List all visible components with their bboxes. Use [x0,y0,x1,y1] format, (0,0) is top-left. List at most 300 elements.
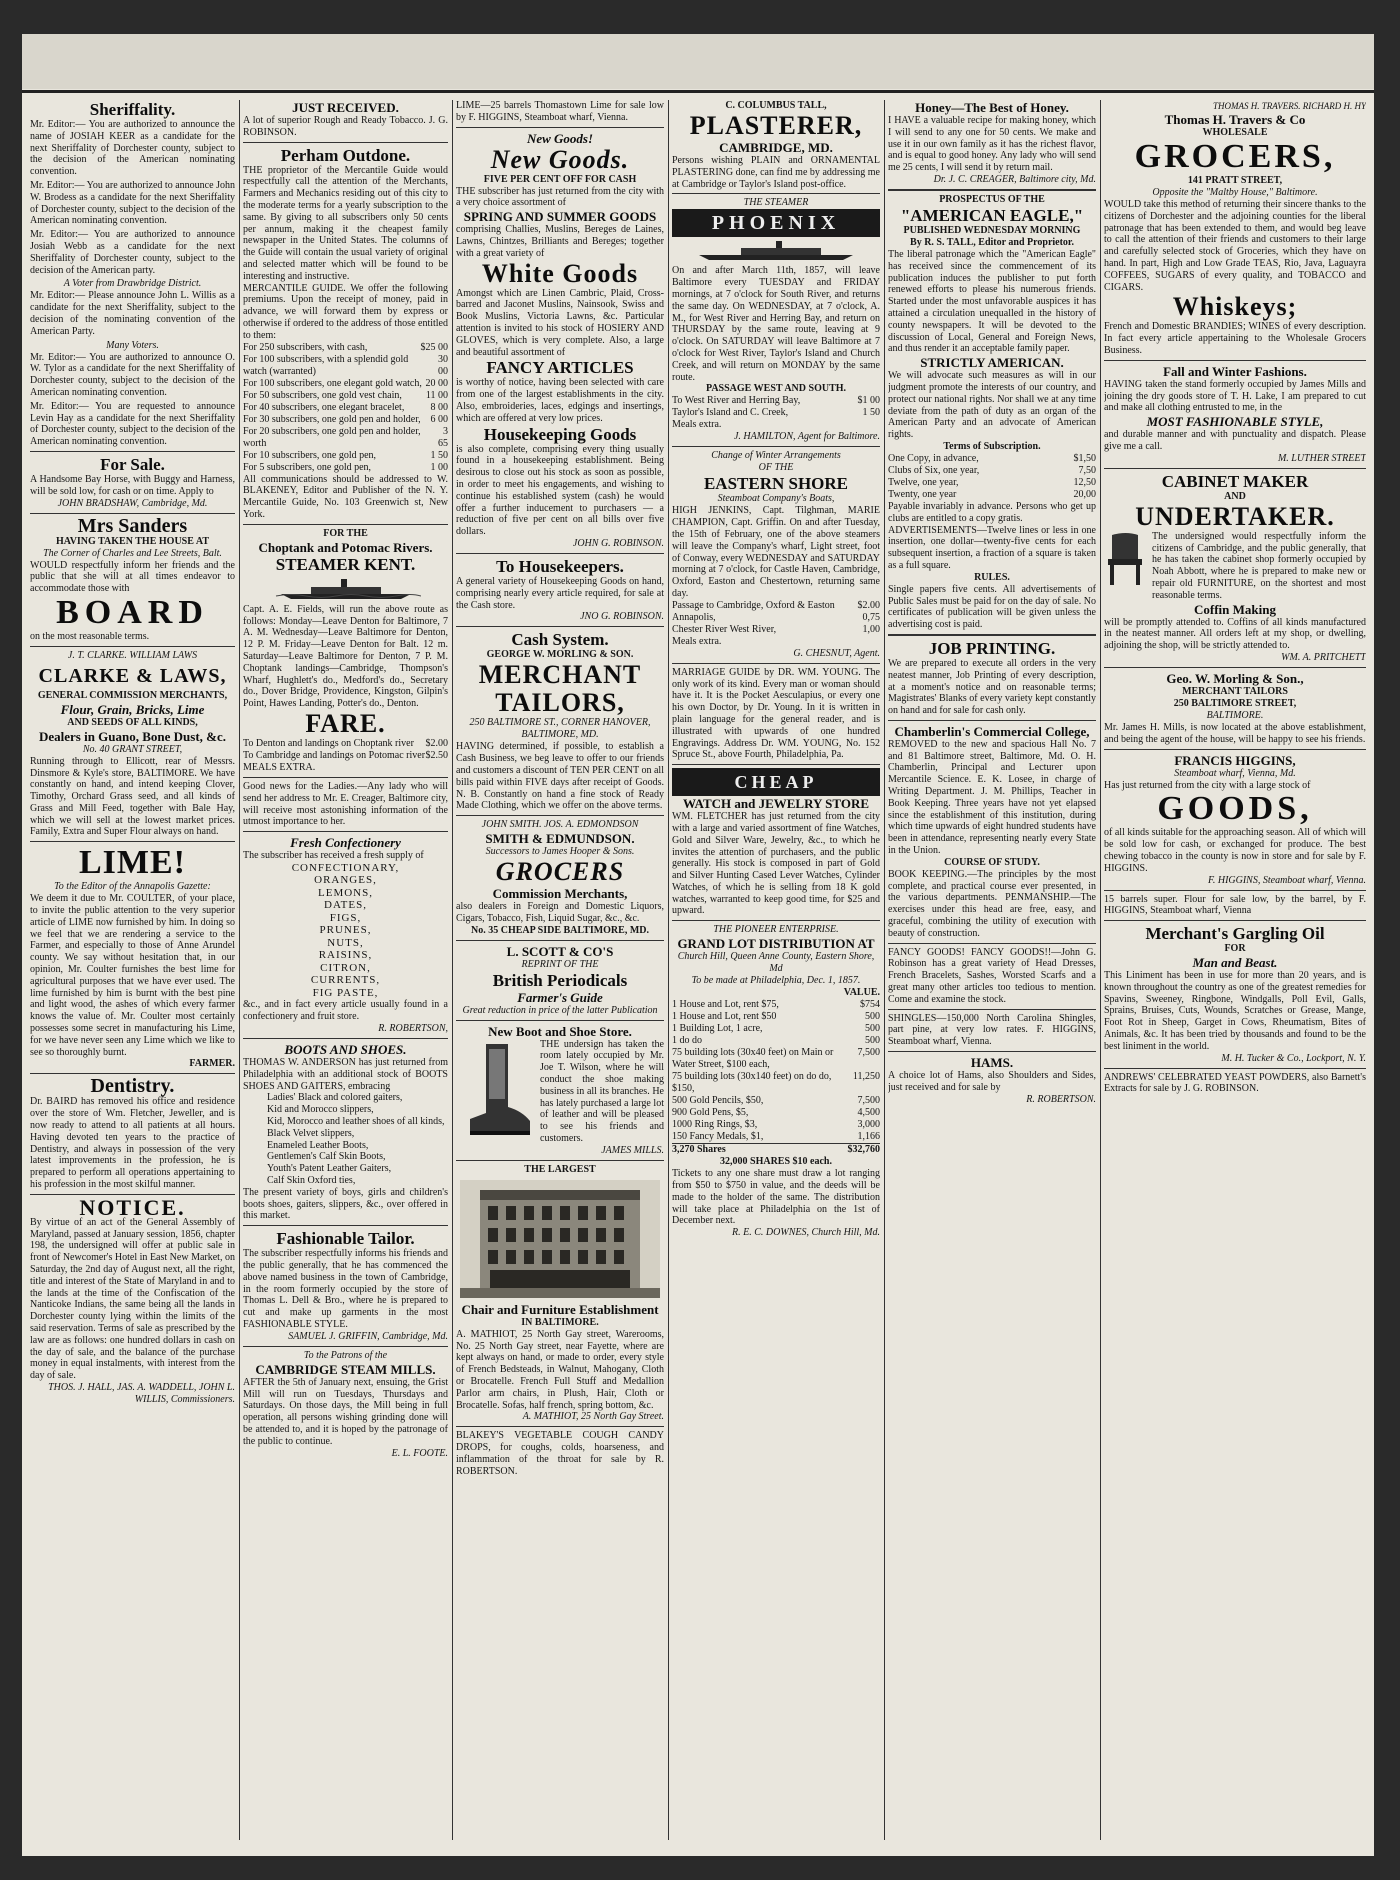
cabinet-maker-heading: CABINET MAKER [1161,471,1309,491]
confectionery-signature: R. ROBERTSON, [378,1022,448,1034]
steamboat-icon [271,578,421,600]
fall-body: HAVING taken the stand formerly occupied by James Mills and joining the dry goods store of T. H. Lake, I am prepared to cut and make all clothing entrusted to me, in the [1104,378,1366,414]
list-row [243,354,448,378]
list-row [672,612,880,624]
shingles-ad: SHINGLES—150,000 North Carolina Shingles, part pine, at very low rates. F. HIGGINS, Steamboat wharf, Vienna. [888,1012,1096,1048]
list-row [243,414,448,426]
higgins-heading: FRANCIS HIGGINS, [1174,752,1296,768]
pioneer-enterprise: THE PIONEER ENTERPRISE. [713,924,839,936]
perham-heading: Perham Outdone. [280,145,411,165]
sanders-address: The Corner of Charles and Lee Streets, Balt. [43,547,222,559]
honey-heading: Honey—The Best of Honey. [915,100,1069,115]
list-row [672,407,880,419]
smith-body: also dealers in Foreign and Domestic Liquors, Cigars, Tobacco, Fish, Liquid Sugar, &c., &c. [456,901,664,924]
row-label: 1 House and Lot, rent $50 [672,1011,777,1023]
eastern-fare-list [672,600,880,648]
goods-heading: GOODS, [1157,790,1313,828]
row-value: 500 [865,1011,880,1023]
lime-body: We deem it due to Mr. COULTER, of your place, to invite the public attention to the very superior article of LIME now furnished by him. In doing so we feel that we are rendering a service to the Farmer, and especially to those of Anne Arundel county. We say without hesitation that, in our opinion, Mr. Coulter furnishes the best lime for agricultural purposes that we have ever used. The lime furnished by him is burnt with the best pine and light wood, the ashes of which every farmer knows the value of. Mr. Coulter most certainly possesses some secret in manufacturing his Lime, for we have never seen any Lime which we like to see so thoroughly burnt. [30,893,235,1058]
list-item: LEMONS, [318,886,373,899]
choptank-heading: Choptank and Potomac Rivers. [258,539,433,555]
row-label: 150 Fancy Medals, $1, [672,1131,764,1143]
fancy-articles-heading: FANCY ARTICLES [486,358,634,378]
row-value: 11 00 [425,389,448,401]
hams-signature: R. ROBERTSON. [1026,1093,1096,1105]
strictly-body: We will advocate such measures as will in our judgment promote the interests of our country, and protect our national rights. Nor shall we at any time deviate from the path of duty as an organ of the American Party and an advocate of American rights. [888,370,1096,441]
higgins-body: Has just returned from the city with a large stock of [1104,779,1311,791]
row-value: 11,250 [852,1071,880,1083]
just-received-heading: JUST RECEIVED. [292,100,399,115]
housekeeping-heading: Housekeeping Goods [483,424,637,444]
flour-ad: 15 barrels super. Flour for sale low, by the barrel, by F. HIGGINS, Steamboat wharf, Vienna [1104,893,1366,917]
coffin-signature: WM. A. PRITCHETT [1281,651,1366,663]
row-label: For 10 subscribers, one gold pen, [243,449,377,461]
row-label: For 50 subscribers, one gold vest chain, [243,389,402,401]
travers-opposite: Opposite the "Maltby House," Baltimore. [1152,187,1318,198]
smith-address: No. 35 CHEAP SIDE BALTIMORE, MD. [471,924,649,936]
list-item: NUTS, [327,936,364,949]
list-row [888,453,1096,465]
to-housekeepers-body: A general variety of Housekeeping Goods on hand, comprising nearly every article required, for sale at the Cash store. [456,575,664,611]
white-goods-heading: White Goods [481,258,639,288]
clarke-laws-heading: CLARKE & LAWS, [38,664,227,687]
travers-address: 141 PRATT STREET, [1187,175,1283,186]
sanders-body: WOULD respectfully inform her friends and the public that she will at all times endeavor to accommodate those with [30,559,235,595]
row-label: 500 Gold Pencils, $50, [672,1095,764,1107]
steamer-for: FOR THE [323,527,368,539]
row-value: 7,50 [1078,464,1096,476]
row-value: $2.00 [425,737,448,749]
list-row [672,1095,880,1107]
morling-line: GEORGE W. MORLING & SON. [486,649,634,661]
list-row [672,999,880,1011]
page-top-margin [22,34,1374,89]
column-4 [672,100,885,1840]
confectionery-tail: &c., and in fact every article usually found in a confectionery and fruit store. [243,999,448,1023]
good-news-body: Good news for the Ladies.—Any lady who will send her address to Mr. E. Creager, Baltimore city, will receive most astonishing information of the utmost importance to her. [243,780,448,828]
scott-tail: Great reduction in price of the latter Publication [462,1004,658,1016]
undertaker-heading: UNDERTAKER. [1135,501,1335,531]
row-label: 75 building lots (30x40 feet) on Main or Water Street, $100 each, [672,1047,834,1071]
spring-list: comprising Challies, Muslins, Bereges de Laines, Lawns, Chintzes, Brilliants and Bereges; together with a great variety of [456,224,664,259]
grand-date: To be made at Philadelphia, Dec. 1, 1857. [691,975,861,987]
header-right-names: THOMAS H. TRAVERS. RICHARD H. HY [1212,101,1366,111]
list-row [672,1023,880,1035]
row-label: Passage to Cambridge, Oxford & Easton [672,599,835,611]
clarke-body: Running through to Ellicott, rear of Messrs. Dinsmore & Kyle's store, BALTIMORE. We have constantly on hand, and intend keeping Clover, Timothy, Orchard Grass seed, and all kinds of Grass and Mill Feed, together with Bale Hay, which we will sell at the lowest market prices. Family, Extra and Super Flour always on hand. [30,755,235,838]
chair-city: IN BALTIMORE. [521,1316,599,1328]
row-label: For 40 subscribers, one elegant bracelet, [243,401,405,413]
strictly-american-heading: STRICTLY AMERICAN. [920,355,1064,371]
grand-shares: 32,000 SHARES $10 each. [720,1156,832,1168]
list-row [888,477,1096,489]
row-label: For 100 subscribers, one elegant gold watch, [243,377,422,389]
fare-heading: FARE. [305,708,386,738]
row-value: $2.00 [857,599,880,611]
fall-signature: M. LUTHER STREET [1277,452,1366,464]
boot-icon [456,1039,536,1139]
row-label: Taylor's Island and C. Creek, [672,407,789,419]
row-value: 1,166 [857,1131,880,1143]
row-label: For 100 subscribers, with a splendid gold watch (warranted) [243,353,409,377]
list-row [243,762,448,774]
sheriff-announcement-1: Mr. Editor:— You are authorized to announce the name of JOSIAH KEER as a candidate for the next Sheriffality of Dorchester county, subject to the decision of the American nominating convention. [30,119,235,178]
for-sale-body: A Handsome Bay Horse, with Buggy and Harness, will be sold low, for cash or on time. Apply to [30,473,235,497]
terms-heading: Terms of Subscription. [943,440,1041,452]
confectionery-items [243,862,448,1000]
chair-furniture-heading: Chair and Furniture Establishment [461,1301,659,1317]
largest-label: THE LARGEST [524,1163,596,1175]
clarke-address: No. 40 GRANT STREET, [82,743,183,755]
row-label: 1000 Ring Rings, $3, [672,1119,758,1131]
steamer-kent-heading: STEAMER KENT. [275,554,416,574]
housekeeping-body: is also complete, comprising every thing usually found in a housekeeping establishment. Being desirous to close out his stock as soon as possible, in order to meet his engagements, and wishing to continue his established system (cash) he would offer a further inducement to purchasers — a reduction of five per cent on all bills over five dollars. [456,443,664,538]
list-item: RAISINS, [318,949,373,962]
row-label: 1 Building Lot, 1 acre, [672,1023,763,1035]
boot-store-body: THE undersign has taken the room lately occupied by Mr. Joe T. Wilson, where he will conduct the shoe making business in all its branches. He has lately purchased a large lot of leather and will be pleased to see his friends and customers. [540,1038,664,1145]
college-heading: Chamberlin's Commercial College, [894,723,1090,739]
fall-tail: and durable manner and with punctuality and dispatch. Please give me a call. [1104,429,1366,452]
prospectus-label: PROSPECTUS OF THE [939,193,1045,205]
cash-system-heading: Cash System. [511,630,609,650]
eastern-shore-heading: EASTERN SHORE [703,474,849,494]
boot-store-heading: New Boot and Shoe Store. [488,1023,632,1039]
row-value: $2.50 [425,749,448,761]
sheriff-announcement-6: Mr. Editor:— You are requested to announce Levin Hay as a candidate for the next Sheriffality of Dorchester county, subject to the decision of the American nominating convention. [30,400,235,448]
clarke-seeds: AND SEEDS OF ALL KINDS, [67,716,198,728]
list-row [672,1035,880,1047]
new-goods-big: New Goods. [490,144,630,174]
tailor-signature: SAMUEL J. GRIFFIN, Cambridge, Md. [288,1330,448,1342]
whiskeys-heading: Whiskeys; [1172,292,1298,322]
gargling-body: This Liniment has been in use for more than 20 years, and is known throughout the country as one of the greatest remedies for Spavins, Sweeney, Ringbone, Windgalls, Poll Evil, Galls, Sprains, Bruises, Cuts, Wounds, Scratches or Grease, Mange, Foot Rot in Sheep, Garget in Cows, Rheumatism, Bites of Animals, &c. It has been tried by thousands and found to be the best liniment in the world. [1104,970,1366,1052]
sheriff-announcement-5: Mr. Editor:— You are authorized to announce O. W. Tylor as a candidate for the next Sheriffality of Dorchester county, subject to the decision of the American nominating convention. [30,351,235,398]
morling-heading: Geo. W. Morling & Son., [1166,670,1304,686]
grand-place: Church Hill, Queen Anne County, Eastern Shore, Md [677,951,875,975]
list-item: CURRENTS, [310,974,381,987]
boots-body: THOMAS W. ANDERSON has just returned from Philadelphia with an additional stock of BOOTS SHOES AND GAITERS, embracing [243,1056,448,1092]
columbus-name: C. COLUMBUS TALL, [725,100,827,111]
list-row [243,378,448,390]
mills-body: AFTER the 5th of January next, ensuing, the Grist Mill will run on Tuesdays, Thursdays and Saturdays. On those days, the Mill being in full operation, all persons wishing grinding done will be attended to, and it is hoped by the patronage of the public to continue. [243,1376,448,1447]
cambridge-md: CAMBRIDGE, MD. [719,140,833,155]
row-label: 900 Gold Pens, $5, [672,1107,749,1119]
row-value: 7,500 [857,1047,880,1059]
list-item: CONFECTIONARY, [291,861,400,874]
merchant-body: HAVING determined, if possible, to establish a Cash Business, we beg leave to offer to our friends and customers a discount of TEN PER CENT on all bills paid within FIVE days after receipt of Goods. N. B. Constantly on hand a fine stock of Ready Made Clothing, which we offer on the above terms. [456,741,664,812]
list-item: Calf Skin Oxford ties, [267,1174,356,1186]
board-tail: on the most reasonable terms. [30,630,150,642]
grand-lot-heading: GRAND LOT DISTRIBUTION AT [677,936,875,952]
board-heading: BOARD [56,593,209,631]
row-label: Meals extra. [672,419,722,431]
farmers-guide-heading: Farmer's Guide [517,989,603,1005]
for-sale-signature: JOHN BRADSHAW, Cambridge, Md. [57,497,208,509]
row-label: Annapolis, [672,611,716,623]
watch-jewelry-heading: WATCH and JEWELRY STORE [682,796,870,812]
winter-arrangements: Change of Winter Arrangements [711,450,841,462]
phoenix-heading: PHOENIX [672,209,880,237]
eagle-published: PUBLISHED WEDNESDAY MORNING [903,224,1081,236]
list-item: FIGS, [329,911,362,924]
row-value: $1,50 [1073,452,1096,464]
sheriff-4-signature: Many Voters. [106,339,159,351]
eastern-shore-sub: Steamboat Company's Boats, [717,493,835,505]
boot-store-signature: JAMES MILLS. [601,1144,664,1156]
confectionery-body: The subscriber has received a fresh supply of [243,850,424,862]
clarke-deals: Flour, Grain, Bricks, Lime [60,701,205,717]
passage-heading: PASSAGE WEST AND SOUTH. [705,383,847,395]
merchant-address: 250 BALTIMORE ST., CORNER HANOVER, BALTIMORE, MD. [469,717,651,741]
perham-body: THE proprietor of the Mercantile Guide would respectfully call the attention of the Merchants, Farmers and Mechanics residing out of this city to the moderate terms for a yearly subscription to the same. By giving to all subscribers only 50 cents per annum, making it the cheapest family newspaper in the United States. The columns of the Guide will contain the usual variety of original and selected matter which will be found to be interesting and instructive. [243,164,448,282]
boots-shoes-heading: BOOTS AND SHOES. [284,1041,407,1057]
row-value: 20 00 [425,377,448,389]
for-sale-heading: For Sale. [100,454,165,474]
lime-sub: To the Editor of the Annapolis Gazette: [54,881,211,893]
steamer-body: Capt. A. E. Fields, will run the above route as follows: Monday—Leave Denton for Baltimore, 7 A. M. Wednesday—Leave Baltimore for Denton, 12 P. M. Friday—Leave Denton for Balt. 12 m. Saturday—Leave Baltimore for Denton, 7 P. M. Choptank landings—Cambridge, Thompson's Wharf, Hughlett's do., Medford's do., Secretary do., Dover Bridge, Providence, Kingston, Gilpin's Point, Hawes Landing, Potter's do., Denton. [243,603,448,710]
eagle-by: By R. S. TALL, Editor and Proprietor. [910,236,1074,248]
row-label: To Cambridge and landings on Potomac river [243,749,426,761]
row-value: 1 50 [862,407,880,419]
morling-body: Mr. James H. Mills, is now located at the above establishment, and being the agent of the house, will be happy to see his friends. [1104,721,1366,745]
masthead-rule [22,90,1374,93]
gargling-oil-heading: Merchant's Gargling Oil [1145,924,1325,944]
spring-summer-heading: SPRING AND SUMMER GOODS [463,209,657,225]
terms-list [888,453,1096,501]
confectionery-heading: Fresh Confectionery [290,835,401,851]
coffin-body: will be promptly attended to. Coffins of all kinds manufactured in the neatest manner. All orders left at my shop, or dwelling, adjoining the shop, will be strictly attended to. [1104,616,1366,652]
row-label: To West River and Herring Bay, [672,395,801,407]
steam-mills-heading: CAMBRIDGE STEAM MILLS. [255,1361,436,1377]
row-label: 1 House and Lot, rent $75, [672,999,779,1011]
lime-ad: LIME—25 barrels Thomastown Lime for sale low by F. HIGGINS, Steamboat wharf, Vienna. [456,100,664,123]
notice-body: By virtue of an act of the General Assembly of Maryland, passed at January session, 1856, chapter 198, the undersigned will offer at public sale in front of Newcomer's Hotel in East New Market, on Saturday, the 2nd day of August next, all the right, title and interest of the State of Maryland in and to the lands at the time of the Confiscation of the Nanticoke Indians, the same being all the lands in Dorchester county lying within the limits of the said reservation. Terms of sale as prescribed by the law are as follows: one hundred dollars in cash on the day of sale, and the balance of the purchase money in equal instalments, with interest from the day of sale. [30,1216,235,1382]
smith-grocers-heading: GROCERS [495,857,625,887]
chair-signature: A. MATHIOT, 25 North Gay Street. [522,1411,664,1423]
fashionable-style: MOST FASHIONABLE STYLE, [1146,414,1324,430]
furniture-building-illustration [460,1180,660,1298]
to-housekeepers-signature: JNO G. ROBINSON. [580,611,664,623]
list-row [672,395,880,407]
list-row [672,1119,880,1131]
row-value: $754 [860,999,880,1011]
coffin-heading: Coffin Making [1194,601,1276,617]
list-item: DATES, [324,899,367,912]
goods-body: of all kinds suitable for the approaching season. All of which will be sold low for cash, or exchanged for produce. The best chewing tobacco in the county is now in store and for sale by F. HIGGINS. [1104,827,1366,874]
morling-sub: MERCHANT TAILORS [1182,685,1288,697]
tailor-body: The subscriber respectfully informs his friends and the public generally, that he has commenced the above named business in the town of Cambridge, in the room formerly occupied by the store of Thomas L. Dell & Bro., where he is prepared to cut and make up garments in the most FASHIONABLE STYLE. [243,1248,448,1330]
list-row [672,636,880,648]
list-row [672,600,880,612]
hams-body: A choice lot of Hams, also Shoulders and Sides, just received and for sale by [888,1070,1096,1093]
list-item: FIG PASTE, [312,986,379,999]
gargling-signature: M. H. Tucker & Co., Lockport, N. Y. [1221,1052,1366,1064]
phoenix-body: On and after March 11th, 1857, will leave Baltimore every TUESDAY and FRIDAY mornings, at 7 o'clock for South River, and returns the same day. On WEDNESDAY, at 7 o'clock, A. M., for West River and Herring Bay, and return on THURSDAY by the same route, leaving at 9 o'clock. On SATURDAY will leave Baltimore at 7 o'clock for West River, Taylor's Island and Church Creek, and will return on MONDAY by the same route. [672,265,880,383]
new-goods-heading: New Goods! [526,130,594,146]
list-item: Youth's Patent Leather Gaiters, [267,1163,392,1175]
advertisements-body: ADVERTISEMENTS—Twelve lines or less in one insertion, one dollar—twenty-five cents for each subsequent insertion, a fraction of a square is taken as a full square. [888,524,1096,571]
list-item: Black Velvet slippers, [267,1127,355,1139]
just-received-body: A lot of superior Rough and Ready Tobacco. J. G. ROBINSON. [243,115,448,138]
blakey-ad: BLAKEY'S VEGETABLE COUGH CANDY DROPS, for coughs, colds, hoarseness, and inflammation of the throat for sale by R. ROBERTSON. [456,1430,664,1477]
grand-total-value: $32,760 [847,1144,880,1156]
clarke-names: J. T. CLARKE. WILLIAM LAWS [67,649,198,661]
steamer-the: THE STEAMER [743,197,809,209]
morling-address: 250 BALTIMORE STREET, [1173,697,1297,709]
list-row [672,1047,880,1071]
column-3 [456,100,669,1840]
terms-tail: Payable invariably in advance. Persons who get up clubs are entitled to a copy gratis. [888,500,1096,524]
list-item: Kid and Morocco slippers, [267,1104,374,1116]
travers-grocers-heading: GROCERS, [1134,138,1336,175]
row-label: Twenty, one year [888,488,957,500]
row-value: 500 [865,1035,880,1047]
list-row [243,750,448,762]
row-value: 0,75 [862,611,880,623]
marriage-guide-body: MARRIAGE GUIDE by DR. WM. YOUNG. The only work of its kind. Every man or woman should have it. It is the Pocket Aesculapius, or every one his own Doctor, by Dr. Young. In it is written in plain language for the general reader, and is illustrated with upwards of one hundred Engravings. Address Dr. WM. YOUNG, No. 152 Spruce St., above Fourth, Philadelphia, Pa. [672,666,880,761]
list-row [672,419,880,431]
phoenix-steamboat-icon [691,241,861,261]
mrs-sanders-heading: Mrs Sanders [77,514,188,537]
watch-body: WM. FLETCHER has just returned from the city with a large and varied assortment of fine Watches, Gold and Silver Ware, Jewelry, &c., to which he invites the attention of purchasers, and the public generally. His stock is composed in part of Gold and Silver Hunting Cased Lever Watches, Cylinder Watches, of which he is selling from 18 K gold watches, warranted to keep good time, for $25 and upward. [672,811,880,917]
spring-body: THE subscriber has just returned from the city with a very choice assortment of [456,185,664,209]
list-item: Ladies' Black and colored gaiters, [267,1092,403,1104]
passage-list [672,395,880,431]
row-value: 3,000 [857,1119,880,1131]
row-value: $25 00 [420,341,448,353]
eastern-shore-body: HIGH JENKINS, Capt. Tilghman, MARIE CHAMPION, Capt. Griffin. On and after Tuesday, the 15th of February, one of the above steamers will leave the Company's wharf, Light street, foot of Conway, every WEDNESDAY and SATURDAY morning at 7 o'clock, for Castle Haven, Cambridge, Oxford, Easton and Chestertown, returning same day. [672,505,880,599]
mills-to: To the Patrons of the [303,1349,388,1361]
and-label: AND [1224,490,1246,502]
premiums-intro: MERCANTILE GUIDE. We offer the following premiums. Upon the receipt of money, paid in advance, we will forward them by express or otherwise if ordered to the address of those entitled to them: [243,282,448,341]
boots-tail: The present variety of boys, girls and children's boots shoes, gaiters, slippers, &c., over offered in this market. [243,1186,448,1222]
list-row [243,426,448,450]
tailors-heading: TAILORS, [495,688,625,718]
row-value: 30 00 [438,353,448,377]
eagle-body: The liberal patronage which the "American Eagle" has received since the commencement of its publication induces the publisher to put forth renewed efforts to please his numerous friends. Started under the most unfavorable auspices it has attained a circulation unequalled in the history of county newspapers. It will be devoted to the discussion of Local, General and Foreign News, and thus render it an acceptable family paper. [888,248,1096,355]
row-value: 20,00 [1073,488,1096,500]
undertaker-body: The undersigned would respectfully inform the citizens of Cambridge, and the public generally, that he has taken the cabinet shop formerly occupied by Noah Abbott, where he is prepared to make new or repair old FURNITURE, on the shortest and most reasonable terms. [1152,530,1366,601]
row-label: Clubs of Six, one year, [888,464,980,476]
list-row [243,738,448,750]
lime-heading: LIME! [79,844,186,882]
dentistry-heading: Dentistry. [90,1075,175,1098]
phoenix-signature: J. HAMILTON, Agent for Baltimore. [733,431,880,443]
row-label: Twelve, one year, [888,476,959,488]
row-label: For 5 subscribers, one gold pen, [243,461,372,473]
row-label: 1 do do [672,1035,702,1047]
smith-names: JOHN SMITH. JOS. A. EDMONDSON [481,819,639,831]
list-row [672,1131,880,1143]
smith-heading: SMITH & EDMUNDSON. [485,831,635,847]
fare-list [243,738,448,774]
travers-heading: Thomas H. Travers & Co [1164,112,1306,127]
british-periodicals-heading: British Periodicals [492,970,628,990]
eastern-of: OF THE [758,462,794,474]
row-label: 75 building lots (30x140 feet) on do do, $150, [672,1071,832,1095]
list-item: Kid, Morocco and leather shoes of all kinds, [267,1115,445,1127]
value-heading: VALUE. [843,987,880,999]
list-row [672,1107,880,1119]
list-item: PRUNES, [319,924,372,937]
grand-total-row [672,1143,880,1156]
chair-body: A. MATHIOT, 25 North Gay street, Warerooms, No. 25 North Gay street, near Fayette, where are kept always on hand, or made to order, every style of French Bedsteads, in Walnut, Mahogany, Cloth or Brocatelle. French Full Stuff and Medallion Parlor arm chairs, in Plush, Hair, Cloth or Brocatelle. Sofas, half french, spring bottom, &c. [456,1328,664,1411]
grand-signature: R. E. C. DOWNES, Church Hill, Md. [732,1227,880,1239]
plasterer-body: Persons wishing PLAIN and ORNAMENTAL PLASTERING done, can find me by addressing me at Cambridge or Taylor's Island post-office. [672,155,880,190]
row-value: 6 00 [430,413,448,425]
housekeeping-signature: JOHN G. ROBINSON. [572,537,664,549]
job-printing-heading: JOB PRINTING. [928,638,1056,658]
row-value: 4,500 [857,1107,880,1119]
list-item: CITRON, [320,961,371,974]
honey-signature: Dr. J. C. CREAGER, Baltimore city, Md. [933,173,1096,185]
list-row [243,450,448,462]
hams-heading: HAMS. [970,1055,1014,1071]
white-goods-body: Amongst which are Linen Cambric, Plaid, Cross-barred and Jaconet Muslins, Nainsook, Swiss and Book Muslins, Victoria Lawns, &c. Particular attention is invited to his stock of HOSIERY AND GLOVES, which is very complete. Also, a large and beautiful assortment of [456,287,664,358]
notice-signatures: THOS. J. HALL, JAS. A. WADDELL, JOHN L. WILLIS, Commissioners. [48,1381,235,1405]
mills-signature: E. L. FOOTE. [391,1447,448,1459]
grand-total-label: 3,270 Shares [672,1144,726,1156]
course-heading: COURSE OF STUDY. [944,856,1040,868]
column-2 [243,100,453,1840]
row-value: $1 00 [857,395,880,407]
column-1 [30,100,240,1840]
college-body: REMOVED to the new and spacious Hall No. 7 and 81 Baltimore street, Baltimore, Md. O. H. Chamberlin, Principal and Lecturer upon Mercantile Science. E. K. Losee, in charge of Writing Department. J. M. Phillips, Teacher in Book Keeping. Three years have not yet elapsed since the establishment of this institution, during which time upwards of eight hundred students have been in attendance, representing nearly every State in the Union. [888,738,1096,857]
course-body: BOOK KEEPING.—The principles by the most complete, and practical course ever presented, in the various departments. PENMANSHIP.—The exercises under this head are free, easy, and graceful, combining the utility of execution with beauty of construction. [888,868,1096,939]
scott-sub: REPRINT OF THE [521,958,599,970]
clarke-subtitle: GENERAL COMMISSION MERCHANTS, [37,689,228,701]
row-label: One Copy, in advance, [888,452,979,464]
american-eagle-heading: "AMERICAN EAGLE," [900,205,1084,225]
cheap-heading: CHEAP [672,768,880,796]
row-value: 500 [865,1023,880,1035]
rules-body: Single papers five cents. All advertisements of Public Sales must be paid for on the day of sale. No certificates of publication will be given unless the advertising cost is paid. [888,583,1096,631]
list-row [243,390,448,402]
travers-body: WOULD take this method of returning their sincere thanks to the citizens of Dorchester and the adjoining counties for the liberal patronage that has been extended to them, and would beg leave to call the attention of their friends and customers to their large and carefully selected stock of Groceries, which they have on hand. In part, High and Low Grade TEAS, Rio, Java, Laguayra COFFEES, SUGARS of every quality, and TOBACCO and CIGARS. [1104,199,1366,293]
higgins-sub: Steamboat wharf, Vienna, Md. [1174,767,1296,779]
commission-heading: Commission Merchants, [492,886,628,902]
boots-items [243,1092,448,1186]
row-label: Meals extra. [672,635,722,647]
fancy-goods-body: FANCY GOODS! FANCY GOODS!!—John G. Robinson has a great variety of Head Dresses, French Bracelets, Sashes, Worsted Scarfs and a great many other articles too tedious to mention. Come and examine the stock. [888,946,1096,1005]
list-row [672,624,880,636]
wholesale-label: WHOLESALE [1202,127,1268,138]
newspaper-page [22,34,1374,1856]
column-5 [888,100,1101,1840]
column-6 [1104,100,1366,1840]
row-label: For 20 subscribers, one gold pen and holder, worth [243,425,421,449]
list-item: Gentlemen's Calf Skin Boots, [267,1151,386,1163]
premium-list [243,342,448,474]
sheriffality-heading: Sheriffality. [89,100,176,119]
smith-sub: Successors to James Hooper & Sons. [485,846,635,858]
row-value: 1,00 [862,623,880,635]
row-label: For 250 subscribers, with cash, [243,341,368,353]
grand-lot-list [672,999,880,1143]
honey-body: I HAVE a valuable recipe for making honey, which I will send to any one for 50 cents. We make and use it in our own family as it has the richest flavor, and is equal to good honey. Any lady who will send me 25 cents, I will send it by return mail. [888,115,1096,174]
row-value: 3 65 [438,425,448,449]
scott-heading: L. SCOTT & CO'S [506,943,614,959]
plasterer-heading: PLASTERER, [689,111,863,140]
tailor-heading: Fashionable Tailor. [276,1229,415,1249]
eastern-shore-signature: G. CHESNUT, Agent. [793,647,880,659]
notice-heading: NOTICE. [79,1194,186,1220]
row-value: 12,50 [1073,476,1096,488]
grand-body: Tickets to any one share must draw a lot ranging from $50 to $750 in value, and the deeds will be made to the holder of the same. The distribution will take place at Philadelphia on the 1st of December next. [672,1168,880,1227]
to-housekeepers-heading: To Housekeepers. [496,556,624,576]
sanders-sub: HAVING TAKEN THE HOUSE AT [55,535,209,547]
five-per-cent: FIVE PER CENT OFF FOR CASH [483,173,637,185]
